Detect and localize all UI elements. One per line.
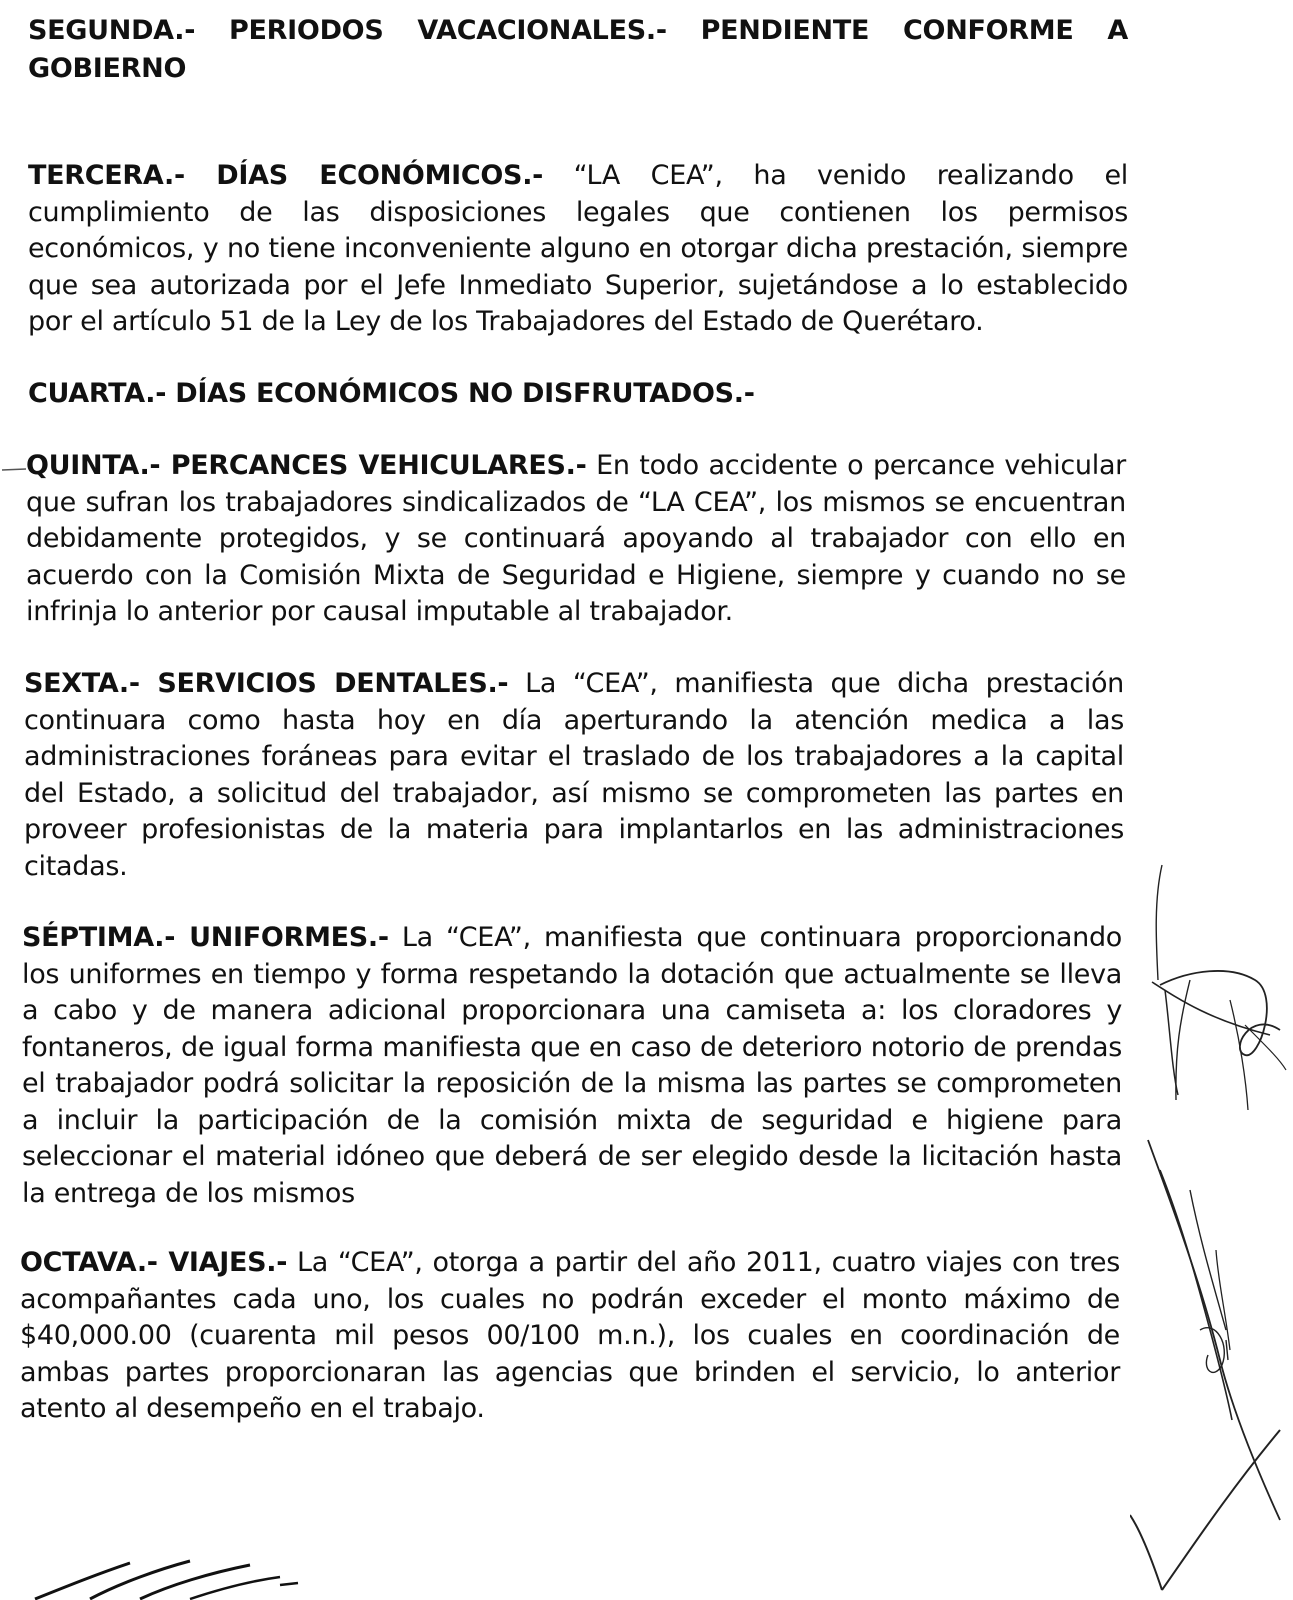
- clause-sexta: [24, 666, 1124, 885]
- clause-body: La “CEA”, manifiesta que dicha prestación continuara como hasta hoy en día aperturando la atención medica a las administraciones foráneas para evitar el traslado de los trabajadores a la capital del Estado, a solicitud del trabajador, así mismo se comprometen las partes en proveer profesionistas de la materia para implantarlos en las administraciones citadas.: [24, 668, 1124, 882]
- clause-octava: [20, 1245, 1120, 1428]
- margin-signature-strokes: [1130, 1130, 1290, 1600]
- margin-signature: [1150, 860, 1290, 1380]
- clause-septima: [22, 920, 1122, 1212]
- clause-tercera: [28, 158, 1128, 341]
- clause-heading: SÉPTIMA.- UNIFORMES.-: [22, 922, 389, 953]
- clause-segunda: [28, 12, 1128, 88]
- clause-heading: OCTAVA.- VIAJES.-: [20, 1247, 288, 1278]
- clause-body: En todo accidente o percance vehicular que sufran los trabajadores sindicalizados de “LA CEA”, los mismos se encuentran debidamente protegidos, y se continuará apoyando al trabajador con ello en acuerdo con la Comisión Mixta de Seguridad e Higiene, siempre y cuando no se infrinja lo anterior por causal imputable al trabajador.: [26, 450, 1126, 627]
- clause-cuarta: [28, 376, 1128, 413]
- clause-quinta: [26, 448, 1126, 631]
- bottom-signature: [30, 1555, 310, 1600]
- clause-heading: CUARTA.- DÍAS ECONÓMICOS NO DISFRUTADOS.-: [28, 378, 755, 409]
- clause-heading: SEXTA.- SERVICIOS DENTALES.-: [24, 668, 509, 699]
- clause-body: La “CEA”, otorga a partir del año 2011, cuatro viajes con tres acompañantes cada uno, los cuales no podrán exceder el monto máximo de $40,000.00 (cuarenta mil pesos 00/100 m.n.), los cuales en coordinación de ambas partes proporcionaran las agencias que brinden el servicio, lo anterior atento al desempeño en el trabajo.: [20, 1247, 1120, 1424]
- clause-heading: QUINTA.- PERCANCES VEHICULARES.-: [26, 450, 587, 481]
- clause-heading: TERCERA.- DÍAS ECONÓMICOS.-: [28, 160, 544, 191]
- clause-heading: SEGUNDA.- PERIODOS VACACIONALES.- PENDIENTE CONFORME A GOBIERNO: [28, 15, 1128, 84]
- clause-body: La “CEA”, manifiesta que continuara proporcionando los uniformes en tiempo y forma respetando la dotación que actualmente se lleva a cabo y de manera adicional proporcionara una camiseta a: los cloradores y fontaneros, de igual forma manifiesta que en caso de deterioro notorio de prendas el trabajador podrá solicitar la reposición de la misma las partes se comprometen a incluir la participación de la comisión mixta de seguridad e higiene para seleccionar el material idóneo que deberá de ser elegido desde la licitación hasta la entrega de los mismos: [22, 922, 1123, 1209]
- clause-body: “LA CEA”, ha venido realizando el cumplimiento de las disposiciones legales que contienen los permisos económicos, y no tiene inconveniente alguno en otorgar dicha prestación, siempre que sea autorizada por el Jefe Inmediato Superior, sujetándose a lo establecido por el artículo 51 de la Ley de los Trabajadores del Estado de Querétaro.: [28, 160, 1128, 337]
